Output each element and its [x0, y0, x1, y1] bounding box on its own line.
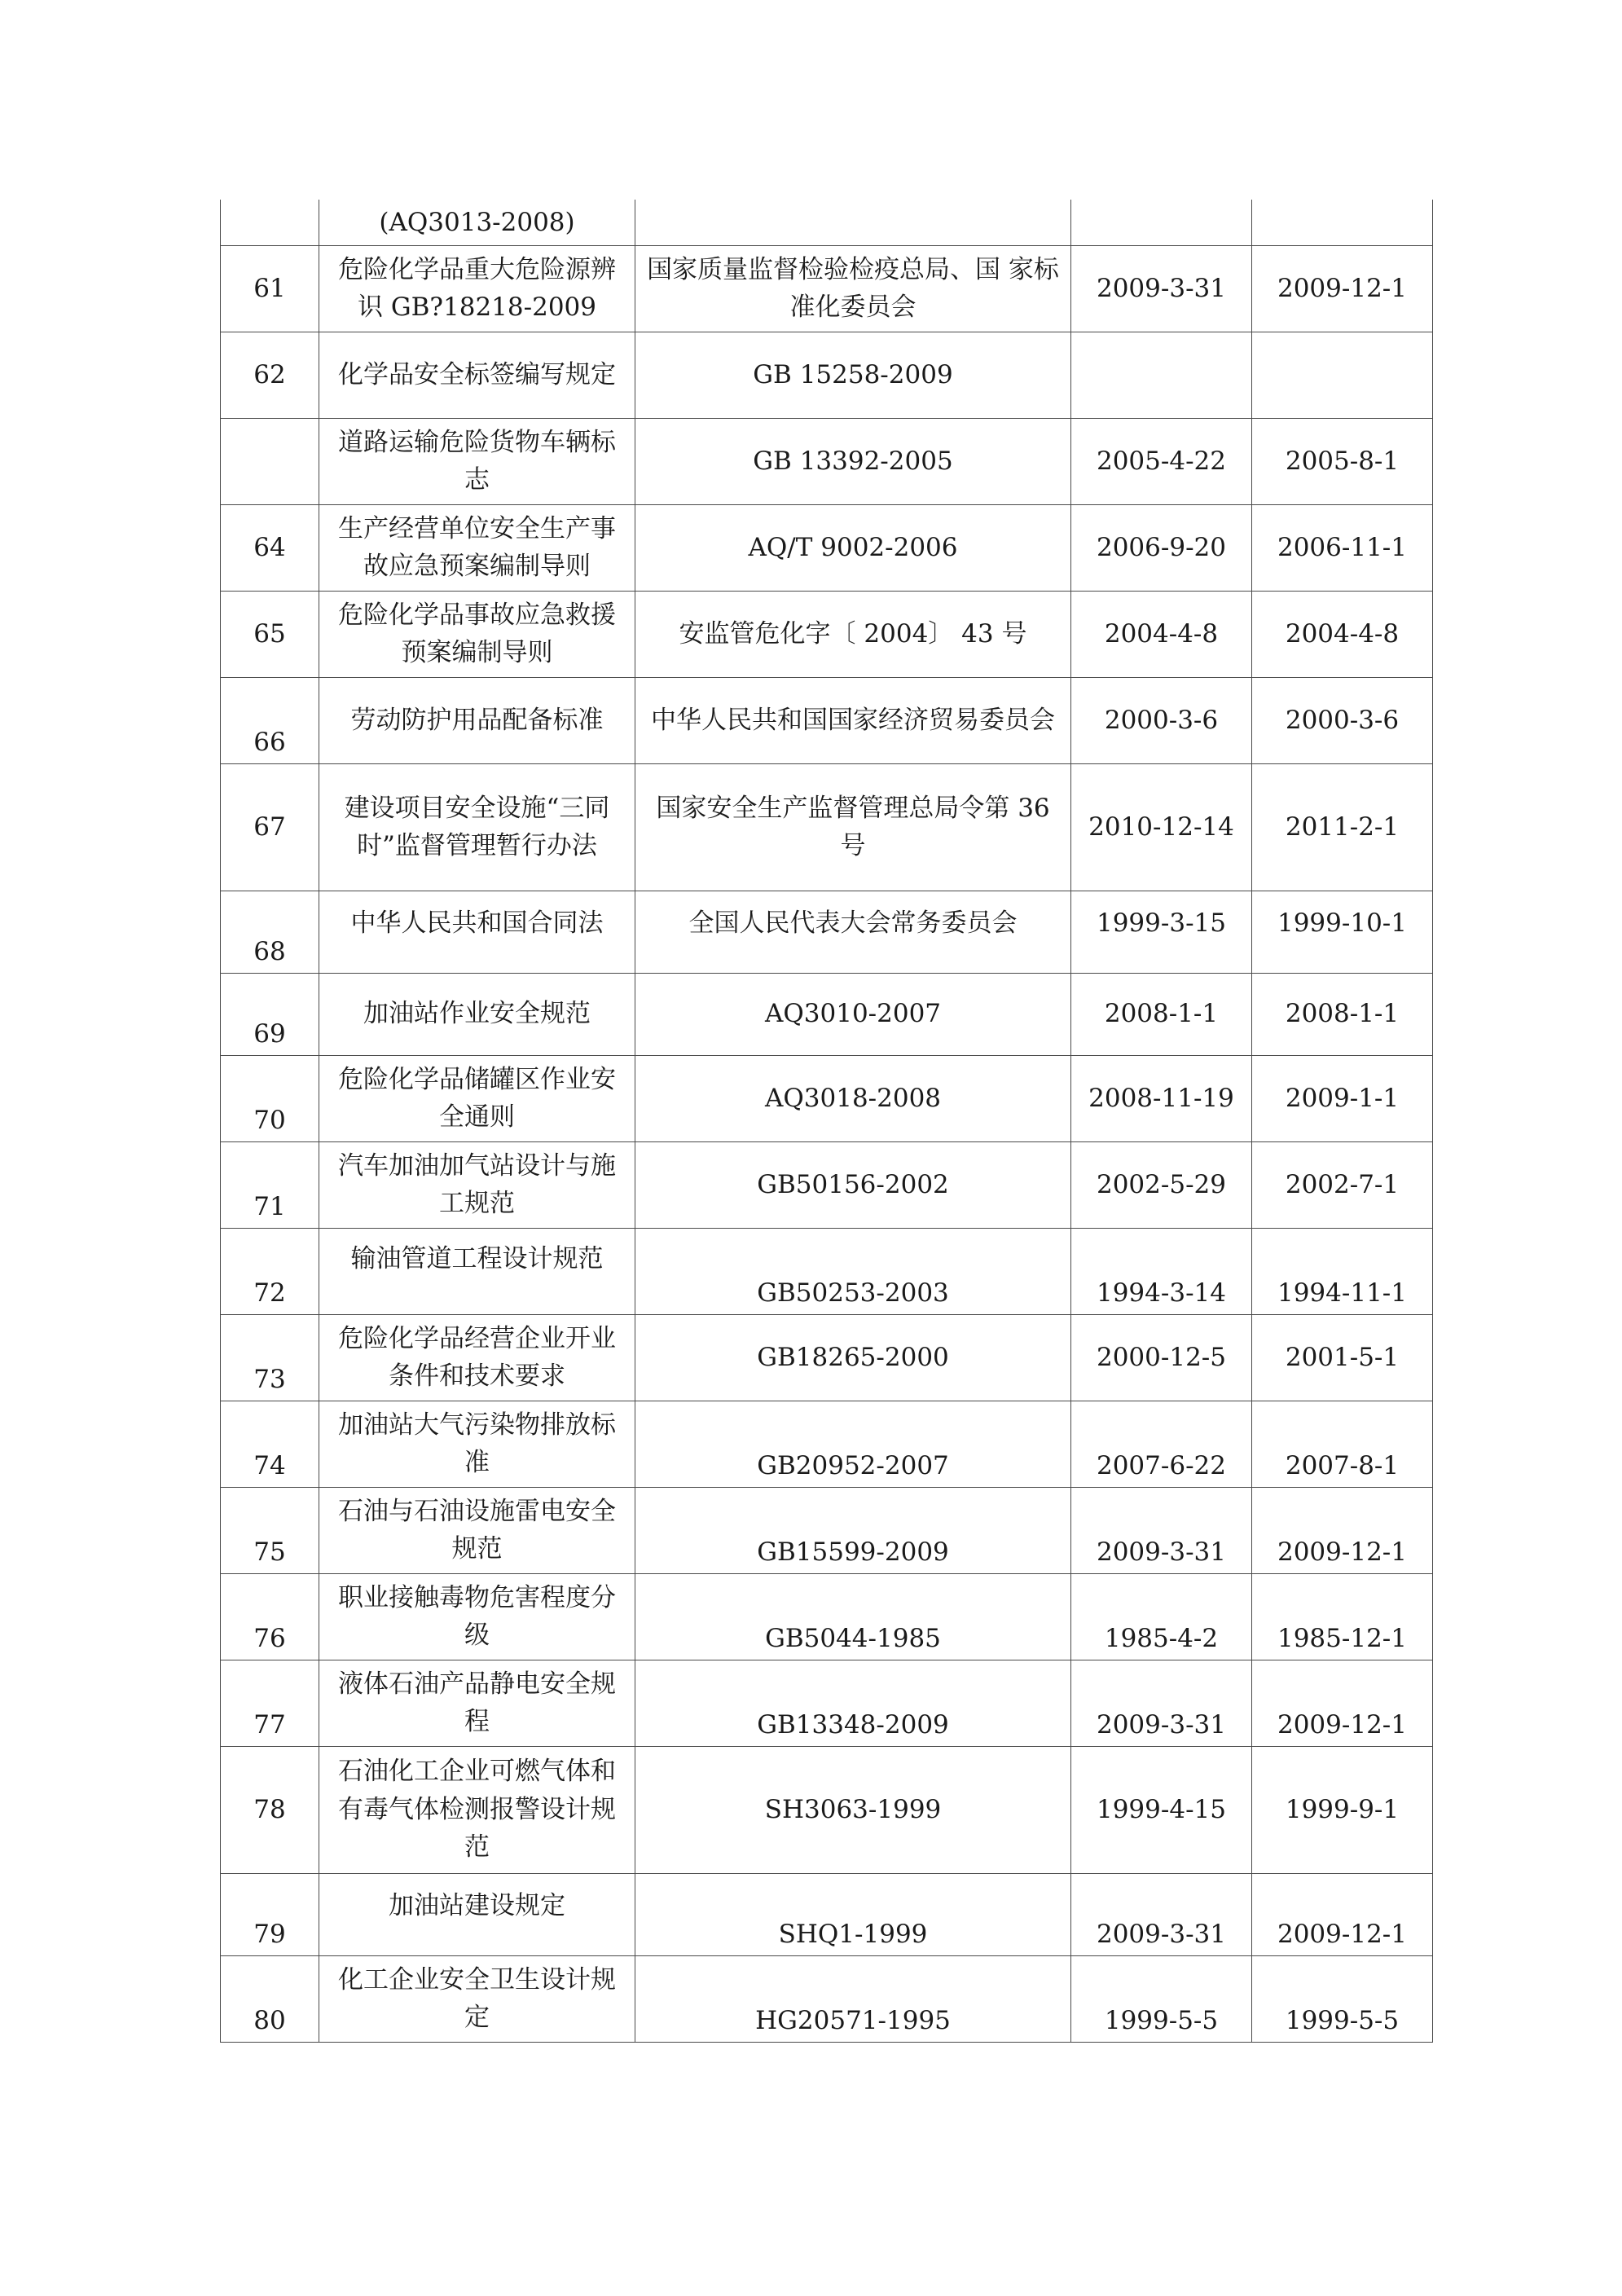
table-row — [221, 200, 1433, 245]
cell-number: 80 — [221, 1955, 319, 2042]
table-row — [221, 332, 1433, 418]
cell-published: 2009-3-31 — [1071, 1487, 1252, 1573]
cell-number: 64 — [221, 504, 319, 591]
cell-effective: 1994-11-1 — [1252, 1228, 1433, 1314]
cell-code: AQ3018-2008 — [635, 1055, 1071, 1141]
cell-name: 液体石油产品静电安全规程 — [319, 1660, 635, 1746]
cell-published: 2009-3-31 — [1071, 1873, 1252, 1955]
cell-name: 汽车加油加气站设计与施工规范 — [319, 1141, 635, 1228]
cell-effective — [1252, 332, 1433, 418]
cell-published: 2010-12-14 — [1071, 763, 1252, 891]
table-row — [221, 1228, 1433, 1314]
table-row — [221, 677, 1433, 763]
cell-number: 70 — [221, 1055, 319, 1141]
cell-published: 2002-5-29 — [1071, 1141, 1252, 1228]
cell-number: 75 — [221, 1487, 319, 1573]
cell-code: SHQ1-1999 — [635, 1873, 1071, 1955]
cell-effective: 1985-12-1 — [1252, 1573, 1433, 1660]
cell-effective: 2009-12-1 — [1252, 1660, 1433, 1746]
table-row — [221, 1660, 1433, 1746]
cell-effective: 2011-2-1 — [1252, 763, 1433, 891]
table-row — [221, 591, 1433, 677]
cell-number: 62 — [221, 332, 319, 418]
cell-effective: 2005-8-1 — [1252, 418, 1433, 504]
cell-code: GB5044-1985 — [635, 1573, 1071, 1660]
cell-published: 2004-4-8 — [1071, 591, 1252, 677]
cell-effective: 2000-3-6 — [1252, 677, 1433, 763]
cell-effective — [1252, 200, 1433, 245]
cell-name: 石油化工企业可燃气体和有毒气体检测报警设计规范 — [319, 1746, 635, 1873]
regulations-table — [220, 200, 1433, 2043]
cell-number: 61 — [221, 245, 319, 332]
cell-code: GB20952-2007 — [635, 1401, 1071, 1487]
table-row — [221, 1955, 1433, 2042]
cell-name: 道路运输危险货物车辆标志 — [319, 418, 635, 504]
cell-name: 危险化学品事故应急救援预案编制导则 — [319, 591, 635, 677]
cell-number: 78 — [221, 1746, 319, 1873]
cell-number: 79 — [221, 1873, 319, 1955]
cell-name: 劳动防护用品配备标准 — [319, 677, 635, 763]
cell-number: 71 — [221, 1141, 319, 1228]
cell-name: (AQ3013-2008) — [319, 200, 635, 245]
cell-name: 化工企业安全卫生设计规定 — [319, 1955, 635, 2042]
cell-name: 加油站大气污染物排放标准 — [319, 1401, 635, 1487]
cell-number — [221, 418, 319, 504]
cell-code: GB13348-2009 — [635, 1660, 1071, 1746]
cell-published: 2009-3-31 — [1071, 245, 1252, 332]
cell-code — [635, 200, 1071, 245]
cell-published — [1071, 200, 1252, 245]
cell-code: GB50253-2003 — [635, 1228, 1071, 1314]
table-row — [221, 1573, 1433, 1660]
cell-number: 68 — [221, 891, 319, 973]
cell-effective: 2009-12-1 — [1252, 245, 1433, 332]
cell-code: SH3063-1999 — [635, 1746, 1071, 1873]
table-row — [221, 418, 1433, 504]
cell-code: 中华人民共和国国家经济贸易委员会 — [635, 677, 1071, 763]
cell-published: 2008-1-1 — [1071, 973, 1252, 1055]
table-row — [221, 1746, 1433, 1873]
cell-code: AQ3010-2007 — [635, 973, 1071, 1055]
cell-published: 2005-4-22 — [1071, 418, 1252, 504]
cell-effective: 2002-7-1 — [1252, 1141, 1433, 1228]
table-row — [221, 1314, 1433, 1401]
cell-published: 2009-3-31 — [1071, 1660, 1252, 1746]
cell-number: 72 — [221, 1228, 319, 1314]
cell-name: 危险化学品经营企业开业条件和技术要求 — [319, 1314, 635, 1401]
cell-published: 1999-4-15 — [1071, 1746, 1252, 1873]
cell-code: AQ/T 9002-2006 — [635, 504, 1071, 591]
cell-code: GB15599-2009 — [635, 1487, 1071, 1573]
cell-code: GB18265-2000 — [635, 1314, 1071, 1401]
cell-number: 74 — [221, 1401, 319, 1487]
cell-name: 输油管道工程设计规范 — [319, 1228, 635, 1314]
cell-name: 石油与石油设施雷电安全规范 — [319, 1487, 635, 1573]
cell-name: 化学品安全标签编写规定 — [319, 332, 635, 418]
cell-number: 66 — [221, 677, 319, 763]
cell-effective: 2008-1-1 — [1252, 973, 1433, 1055]
table-row — [221, 1873, 1433, 1955]
cell-published: 2000-12-5 — [1071, 1314, 1252, 1401]
cell-published: 2000-3-6 — [1071, 677, 1252, 763]
cell-effective: 1999-10-1 — [1252, 891, 1433, 973]
cell-code: GB 13392-2005 — [635, 418, 1071, 504]
cell-code: 国家质量监督检验检疫总局、国 家标准化委员会 — [635, 245, 1071, 332]
cell-code: GB50156-2002 — [635, 1141, 1071, 1228]
table-row — [221, 763, 1433, 891]
cell-effective: 2009-12-1 — [1252, 1873, 1433, 1955]
cell-code: HG20571-1995 — [635, 1955, 1071, 2042]
cell-code: 国家安全生产监督管理总局令第 36 号 — [635, 763, 1071, 891]
cell-name: 加油站作业安全规范 — [319, 973, 635, 1055]
cell-number — [221, 200, 319, 245]
table-row — [221, 1401, 1433, 1487]
cell-effective: 1999-9-1 — [1252, 1746, 1433, 1873]
table-row — [221, 1487, 1433, 1573]
cell-number: 65 — [221, 591, 319, 677]
cell-number: 69 — [221, 973, 319, 1055]
cell-code: GB 15258-2009 — [635, 332, 1071, 418]
cell-published: 1985-4-2 — [1071, 1573, 1252, 1660]
cell-published: 1999-3-15 — [1071, 891, 1252, 973]
cell-code: 安监管危化字〔 2004〕 43 号 — [635, 591, 1071, 677]
cell-published: 2008-11-19 — [1071, 1055, 1252, 1141]
table-row — [221, 1141, 1433, 1228]
cell-name: 危险化学品储罐区作业安全通则 — [319, 1055, 635, 1141]
cell-code: 全国人民代表大会常务委员会 — [635, 891, 1071, 973]
cell-number: 76 — [221, 1573, 319, 1660]
cell-published — [1071, 332, 1252, 418]
cell-number: 67 — [221, 763, 319, 891]
cell-number: 73 — [221, 1314, 319, 1401]
table-row — [221, 1055, 1433, 1141]
table-row — [221, 504, 1433, 591]
cell-name: 中华人民共和国合同法 — [319, 891, 635, 973]
cell-published: 2007-6-22 — [1071, 1401, 1252, 1487]
cell-name: 危险化学品重大危险源辨识 GB?18218-2009 — [319, 245, 635, 332]
cell-published: 1999-5-5 — [1071, 1955, 1252, 2042]
cell-name: 生产经营单位安全生产事故应急预案编制导则 — [319, 504, 635, 591]
table-row — [221, 245, 1433, 332]
cell-number: 77 — [221, 1660, 319, 1746]
cell-name: 职业接触毒物危害程度分级 — [319, 1573, 635, 1660]
cell-name: 加油站建设规定 — [319, 1873, 635, 1955]
cell-published: 1994-3-14 — [1071, 1228, 1252, 1314]
cell-name: 建设项目安全设施“三同时”监督管理暂行办法 — [319, 763, 635, 891]
cell-effective: 2001-5-1 — [1252, 1314, 1433, 1401]
cell-published: 2006-9-20 — [1071, 504, 1252, 591]
cell-effective: 2007-8-1 — [1252, 1401, 1433, 1487]
cell-effective: 2009-12-1 — [1252, 1487, 1433, 1573]
table-row — [221, 891, 1433, 973]
cell-effective: 2004-4-8 — [1252, 591, 1433, 677]
cell-effective: 2006-11-1 — [1252, 504, 1433, 591]
cell-effective: 2009-1-1 — [1252, 1055, 1433, 1141]
table-row — [221, 973, 1433, 1055]
cell-effective: 1999-5-5 — [1252, 1955, 1433, 2042]
